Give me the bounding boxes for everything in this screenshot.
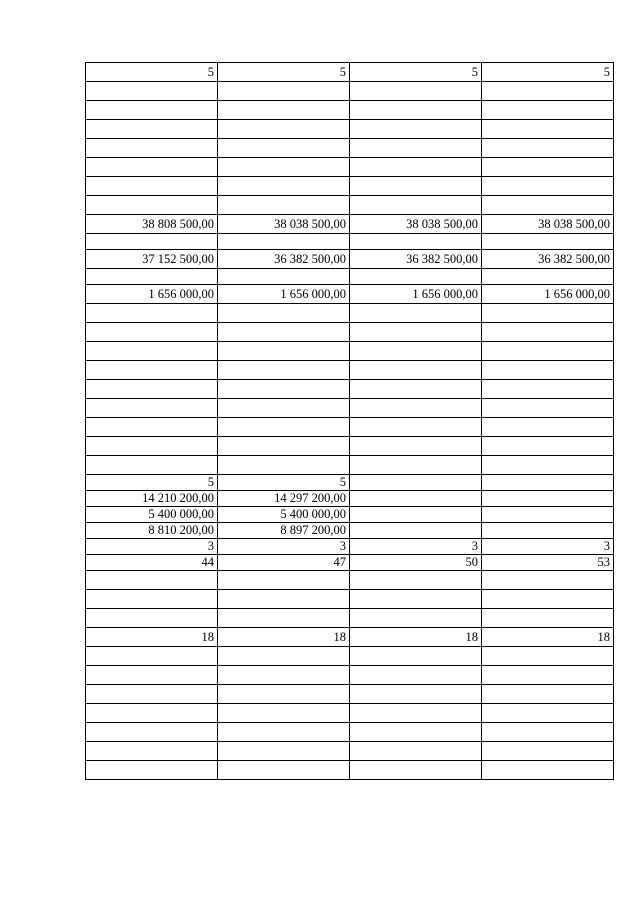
table-row	[86, 723, 614, 742]
table-cell: 1 656 000,00	[350, 285, 482, 304]
table-row	[86, 380, 614, 399]
table-row	[86, 491, 614, 507]
table-cell	[218, 590, 350, 609]
table-cell: 53	[482, 555, 614, 571]
table-cell	[350, 139, 482, 158]
table-cell	[86, 380, 218, 399]
table-cell	[482, 475, 614, 491]
table-cell	[482, 609, 614, 628]
table-cell	[350, 507, 482, 523]
table-cell	[350, 704, 482, 723]
table-cell	[218, 177, 350, 196]
table-cell: 14 297 200,00	[218, 491, 350, 507]
table-cell	[350, 82, 482, 101]
table-cell	[218, 196, 350, 215]
table-cell	[218, 437, 350, 456]
table-cell: 8 897 200,00	[218, 523, 350, 539]
table-cell	[218, 101, 350, 120]
table-cell	[482, 101, 614, 120]
table-cell	[86, 234, 218, 250]
table-cell: 50	[350, 555, 482, 571]
table-cell	[86, 723, 218, 742]
table-row	[86, 475, 614, 491]
table-cell	[350, 269, 482, 285]
table-cell: 36 382 500,00	[218, 250, 350, 269]
table-cell	[482, 399, 614, 418]
table-row	[86, 456, 614, 475]
table-row	[86, 399, 614, 418]
table-cell	[86, 304, 218, 323]
table-cell	[86, 342, 218, 361]
table-row	[86, 418, 614, 437]
table-cell	[218, 571, 350, 590]
table-cell	[86, 609, 218, 628]
table-cell	[86, 571, 218, 590]
table-cell: 1 656 000,00	[86, 285, 218, 304]
table-row	[86, 250, 614, 269]
table-cell	[218, 304, 350, 323]
table-cell	[350, 491, 482, 507]
table-cell	[350, 761, 482, 780]
table-cell	[482, 234, 614, 250]
table-cell	[482, 437, 614, 456]
table-cell	[218, 742, 350, 761]
table-cell: 18	[218, 628, 350, 647]
table-row	[86, 609, 614, 628]
table-cell	[350, 475, 482, 491]
table-cell	[482, 723, 614, 742]
table-cell	[350, 177, 482, 196]
table-cell: 5	[350, 63, 482, 82]
table-cell	[350, 742, 482, 761]
table-cell	[482, 507, 614, 523]
table-cell	[350, 456, 482, 475]
table-cell	[218, 234, 350, 250]
table-row	[86, 704, 614, 723]
table-cell	[218, 158, 350, 177]
table-cell	[350, 685, 482, 704]
table-cell	[482, 666, 614, 685]
table-row	[86, 196, 614, 215]
table-row	[86, 742, 614, 761]
table-row	[86, 120, 614, 139]
table-row	[86, 571, 614, 590]
table-cell	[350, 723, 482, 742]
table-cell	[218, 647, 350, 666]
table-row	[86, 361, 614, 380]
table-cell: 5	[482, 63, 614, 82]
table-cell	[482, 491, 614, 507]
table-row	[86, 761, 614, 780]
table-cell	[350, 590, 482, 609]
table-row	[86, 523, 614, 539]
table-cell: 3	[482, 539, 614, 555]
table-cell	[218, 139, 350, 158]
table-cell	[86, 685, 218, 704]
table-cell	[482, 304, 614, 323]
table-cell	[482, 523, 614, 539]
data-table	[85, 62, 614, 780]
table-cell	[86, 399, 218, 418]
table-cell	[86, 196, 218, 215]
table-row	[86, 304, 614, 323]
table-cell	[350, 342, 482, 361]
table-row	[86, 555, 614, 571]
table-cell: 44	[86, 555, 218, 571]
table-row	[86, 269, 614, 285]
table-cell	[482, 456, 614, 475]
table-cell	[86, 761, 218, 780]
table-cell	[218, 361, 350, 380]
table-row	[86, 685, 614, 704]
table-cell: 3	[218, 539, 350, 555]
table-cell	[350, 418, 482, 437]
table-cell	[218, 704, 350, 723]
table-cell	[482, 742, 614, 761]
table-cell	[86, 666, 218, 685]
table-cell	[218, 685, 350, 704]
table-cell	[482, 571, 614, 590]
table-cell	[350, 304, 482, 323]
table-row	[86, 628, 614, 647]
table-cell	[482, 120, 614, 139]
table-cell	[482, 139, 614, 158]
table-cell	[350, 101, 482, 120]
table-cell	[86, 82, 218, 101]
table-cell	[218, 399, 350, 418]
table-row	[86, 158, 614, 177]
table-row	[86, 666, 614, 685]
table-cell: 14 210 200,00	[86, 491, 218, 507]
table-cell	[482, 196, 614, 215]
table-cell	[218, 456, 350, 475]
table-cell	[218, 323, 350, 342]
table-row	[86, 101, 614, 120]
table-cell	[482, 82, 614, 101]
table-cell: 38 038 500,00	[350, 215, 482, 234]
table-row	[86, 590, 614, 609]
table-cell	[86, 323, 218, 342]
table-cell	[482, 761, 614, 780]
table-cell	[350, 196, 482, 215]
table-cell	[86, 269, 218, 285]
table-cell	[482, 361, 614, 380]
table-cell	[482, 418, 614, 437]
table-cell	[86, 456, 218, 475]
table-cell	[86, 704, 218, 723]
table-cell	[482, 177, 614, 196]
table-cell	[482, 342, 614, 361]
table-cell	[218, 342, 350, 361]
table-row	[86, 63, 614, 82]
table-row	[86, 507, 614, 523]
table-cell: 5	[86, 63, 218, 82]
table-cell: 38 038 500,00	[218, 215, 350, 234]
table-cell: 47	[218, 555, 350, 571]
table-cell: 18	[350, 628, 482, 647]
table-cell	[86, 590, 218, 609]
table-cell: 5	[218, 63, 350, 82]
table-cell	[350, 399, 482, 418]
table-cell	[350, 158, 482, 177]
table-cell	[482, 685, 614, 704]
table-cell	[350, 323, 482, 342]
table-cell	[482, 647, 614, 666]
table-row	[86, 234, 614, 250]
table-cell	[218, 269, 350, 285]
table-cell	[218, 666, 350, 685]
table-cell	[218, 380, 350, 399]
table-body	[86, 63, 614, 780]
table-row	[86, 177, 614, 196]
table-cell	[350, 120, 482, 139]
table-cell	[218, 418, 350, 437]
table-cell: 36 382 500,00	[482, 250, 614, 269]
table-cell	[482, 380, 614, 399]
table-cell: 38 038 500,00	[482, 215, 614, 234]
table-cell	[482, 590, 614, 609]
table-cell	[86, 120, 218, 139]
table-cell: 18	[86, 628, 218, 647]
table-cell	[86, 742, 218, 761]
table-cell	[350, 380, 482, 399]
table-cell	[482, 158, 614, 177]
table-cell: 3	[86, 539, 218, 555]
table-cell	[350, 437, 482, 456]
table-cell: 3	[350, 539, 482, 555]
table-cell	[350, 571, 482, 590]
table-cell: 5	[86, 475, 218, 491]
table-row	[86, 82, 614, 101]
table-cell	[86, 101, 218, 120]
table-cell	[482, 269, 614, 285]
table-cell: 1 656 000,00	[218, 285, 350, 304]
table-cell	[218, 723, 350, 742]
table-cell	[350, 361, 482, 380]
table-row	[86, 342, 614, 361]
table-cell: 5	[218, 475, 350, 491]
table-cell	[482, 704, 614, 723]
table-row	[86, 539, 614, 555]
table-cell	[350, 609, 482, 628]
table-cell	[350, 234, 482, 250]
table-cell	[86, 177, 218, 196]
table-cell: 5 400 000,00	[86, 507, 218, 523]
table-row	[86, 215, 614, 234]
table-cell	[86, 361, 218, 380]
table-cell: 36 382 500,00	[350, 250, 482, 269]
table-cell	[86, 139, 218, 158]
table-cell	[350, 647, 482, 666]
table-cell	[218, 82, 350, 101]
table-row	[86, 647, 614, 666]
table-cell	[86, 418, 218, 437]
table-cell	[482, 323, 614, 342]
table-row	[86, 437, 614, 456]
table-cell: 37 152 500,00	[86, 250, 218, 269]
table-cell	[86, 158, 218, 177]
table-cell	[218, 609, 350, 628]
table-cell	[86, 647, 218, 666]
table-cell	[86, 437, 218, 456]
table-cell	[350, 523, 482, 539]
table-row	[86, 139, 614, 158]
table-cell	[218, 761, 350, 780]
table-cell: 5 400 000,00	[218, 507, 350, 523]
table-row	[86, 323, 614, 342]
table-row	[86, 285, 614, 304]
table-cell: 38 808 500,00	[86, 215, 218, 234]
table-cell: 8 810 200,00	[86, 523, 218, 539]
table-cell: 18	[482, 628, 614, 647]
table-cell	[350, 666, 482, 685]
table-cell	[218, 120, 350, 139]
table-cell: 1 656 000,00	[482, 285, 614, 304]
